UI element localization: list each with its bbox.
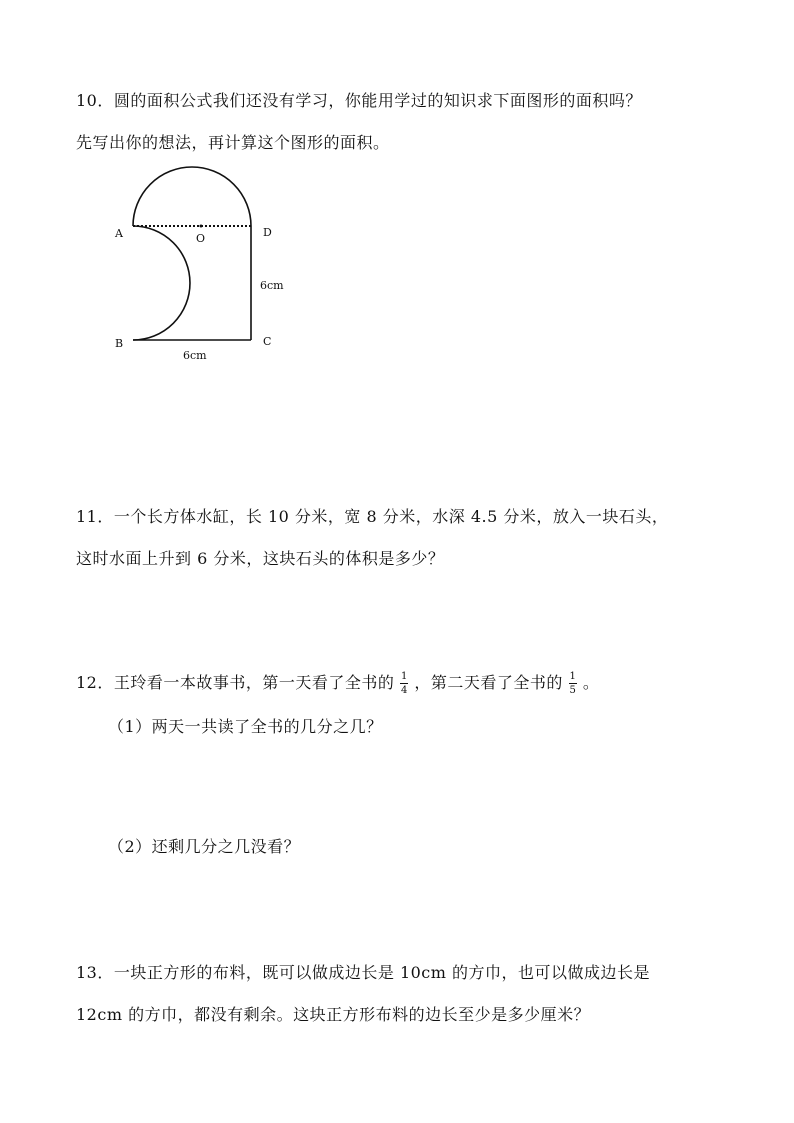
q10-line1: 10．圆的面积公式我们还没有学习，你能用学过的知识求下面图形的面积吗？ (76, 91, 642, 110)
fraction-one-quarter: $\frac{1}{4}$ (400, 671, 408, 696)
q11-line2: 这时水面上升到 6 分米，这块石头的体积是多少？ (76, 549, 445, 568)
q11-line1: 11．一个长方体水缸，长 10 分米，宽 8 分米，水深 4.5 分米，放入一块石头， (76, 507, 669, 526)
center-point-o (200, 225, 203, 228)
q13-line1: 13．一块正方形的布料，既可以做成边长是 10cm 的方巾，也可以做成边长是 (76, 963, 651, 982)
left-semicircle (133, 226, 190, 340)
q10-line2: 先写出你的想法，再计算这个图形的面积。 (76, 133, 390, 152)
q13-line2: 12cm 的方巾，都没有剩余。这块正方形布料的边长至少是多少厘米？ (76, 1005, 591, 1024)
q10-figure (105, 158, 305, 368)
label-c: C (263, 335, 272, 348)
q12-text-b: ，第二天看了全书的 (414, 673, 563, 692)
q12-sub2: （2）还剩几分之几没看？ (108, 837, 301, 856)
q12-sub1: （1）两天一共读了全书的几分之几？ (108, 717, 383, 736)
label-right-length: 6cm (260, 279, 284, 292)
label-b: B (115, 337, 124, 350)
q12-line1 (76, 670, 599, 696)
top-semicircle (133, 167, 251, 226)
q12-text-c: 。 (582, 673, 600, 692)
fraction-one-fifth: $\frac{1}{5}$ (569, 671, 577, 696)
label-a: A (115, 227, 123, 240)
label-o: O (196, 232, 206, 245)
q12-text-a: 12．王玲看一本故事书，第一天看了全书的 (76, 673, 395, 692)
label-d: D (263, 226, 272, 239)
label-bottom-length: 6cm (183, 349, 207, 362)
